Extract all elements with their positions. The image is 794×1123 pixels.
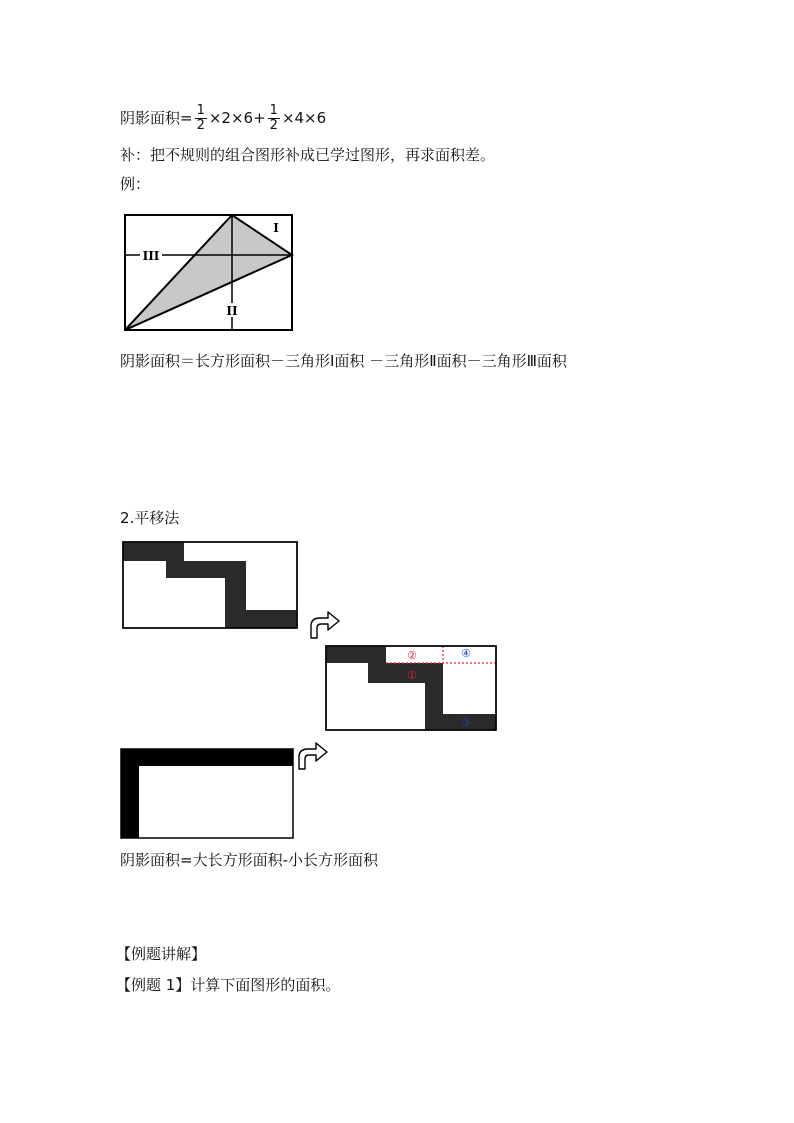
label-II: II <box>226 304 238 318</box>
formula-part-1: ×2×6+ <box>208 109 266 127</box>
section-translation-method-title: 2.平移法 <box>120 509 180 527</box>
example-explanation-header: 【例题讲解】 <box>116 945 207 963</box>
caption-large-minus-small: 阴影面积=大长方形面积-小长方形面积 <box>120 851 378 869</box>
fraction-2-numerator: 1 <box>269 103 278 118</box>
fraction-2 <box>268 104 280 133</box>
curved-arrow-icon <box>308 610 342 640</box>
figure-l-frame <box>120 748 296 840</box>
fraction-1-numerator: 1 <box>196 103 205 118</box>
supplement-text: 补：把不规则的组合图形补成已学过图形，再求面积差。 <box>120 146 496 164</box>
circled-1-label: ① <box>407 669 417 682</box>
circled-3-label: ③ <box>461 716 471 729</box>
label-III: III <box>142 249 160 263</box>
example-1-text: 【例题 1】计算下面图形的面积。 <box>116 976 341 994</box>
curved-arrow-icon-2 <box>296 741 330 771</box>
circled-4-label: ④ <box>461 647 471 660</box>
circled-2-label: ② <box>407 649 417 662</box>
fraction-1 <box>195 104 207 133</box>
figure-staircase <box>122 541 300 631</box>
caption-rectangle-minus-triangles: 阴影面积＝长方形面积－三角形Ⅰ面积 －三角形Ⅱ面积－三角形Ⅲ面积 <box>120 352 567 370</box>
fraction-1-denominator: 2 <box>196 118 205 133</box>
formula-part-2: ×4×6 <box>281 109 327 127</box>
small-rectangle-white <box>139 766 293 838</box>
top-left-shaded-block <box>326 646 386 663</box>
formula-line <box>120 104 326 133</box>
formula-prefix: 阴影面积= <box>120 109 193 127</box>
example-label: 例： <box>120 175 151 193</box>
figure-staircase-translated <box>324 644 504 734</box>
figure-rectangle-triangle <box>120 210 300 335</box>
fraction-2-denominator: 2 <box>269 118 278 133</box>
label-I: I <box>273 221 279 235</box>
